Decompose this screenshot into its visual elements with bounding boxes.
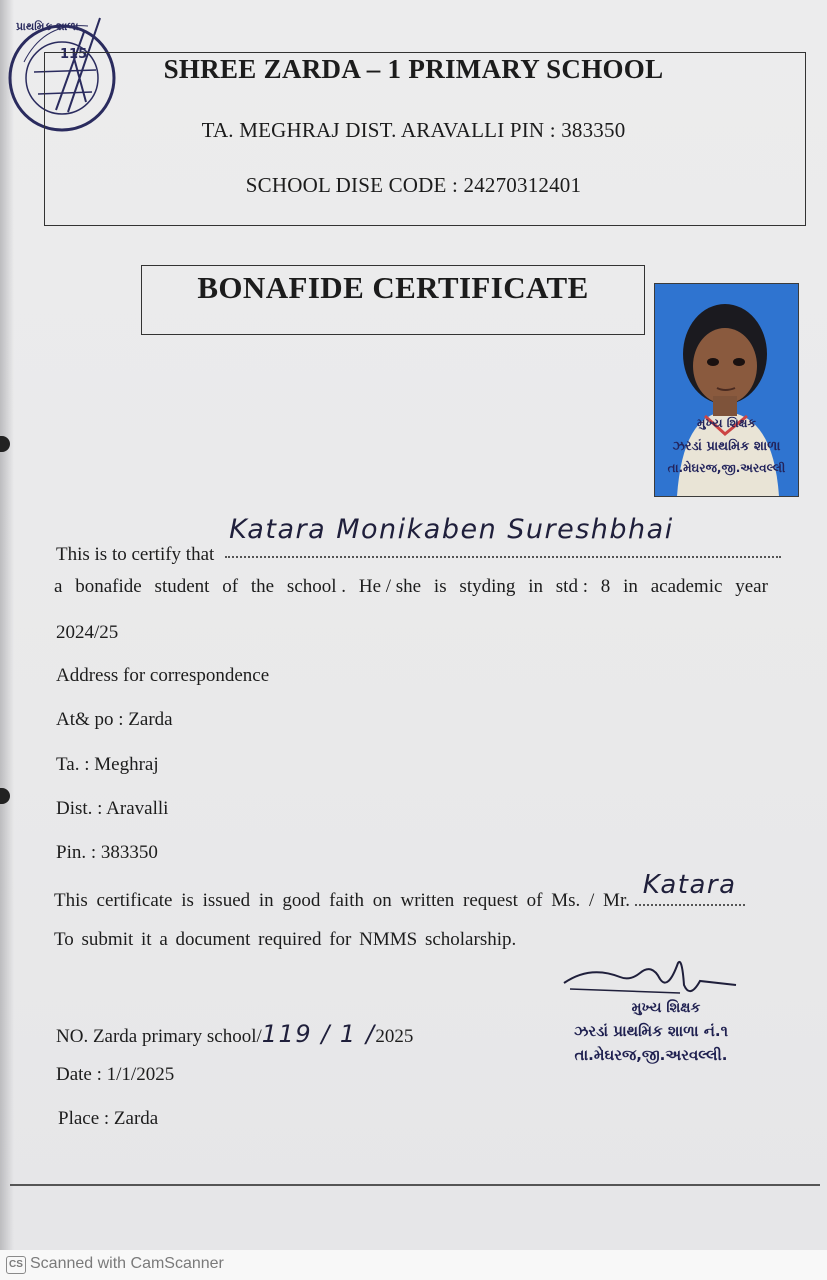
info-word: std : (555, 576, 588, 597)
scanner-watermark (0, 1250, 827, 1280)
number-prefix: NO. Zarda primary school/ (56, 1026, 262, 1047)
requester-name: Katara (642, 870, 737, 900)
issue-statement-line (54, 870, 745, 912)
info-word: 8 (600, 576, 611, 597)
info-word: student (154, 576, 210, 597)
signature-school: ઝરડાં પ્રાથમિક શાળા નં.૧ (574, 1022, 728, 1040)
photo-stamp-line: મુખ્ય શિક્ષક (697, 416, 756, 430)
signature-location: તા.મેઘરજ,જી.અરવલ્લી. (574, 1046, 728, 1064)
address-district: Dist. : Aravalli (56, 798, 169, 819)
info-word: in (528, 576, 543, 597)
issue-purpose: To submit it a document required for NMMS scholarship. (54, 929, 517, 950)
info-word: He / she (358, 576, 422, 597)
photo-stamp-line: તા.મેઘરજ,જી.અરવલ્લી (667, 461, 786, 475)
number-handwritten: 119 / 1 / (261, 1020, 376, 1048)
stamp-text: પ્રાથમિક શાળા (16, 20, 79, 33)
photo-stamp-line: ઝરડાં પ્રાથમિક શાળા (672, 439, 781, 454)
certify-line (56, 514, 781, 566)
info-word: styding (459, 576, 516, 597)
info-word: a (54, 576, 63, 597)
scanner-label: Scanned with CamScanner (30, 1255, 224, 1272)
address-pin: Pin. : 383350 (56, 842, 158, 863)
stamp-number: 115 (60, 47, 88, 62)
address-at-po: At& po : Zarda (56, 709, 173, 730)
school-dise-code: SCHOOL DISE CODE : 24270312401 (245, 173, 582, 197)
info-word: bonafide (75, 576, 142, 597)
academic-year: 2024/25 (56, 622, 119, 643)
certificate-title: BONAFIDE CERTIFICATE (197, 270, 589, 305)
headmaster-signature (560, 955, 740, 1005)
info-word: academic (650, 576, 723, 597)
school-name: SHREE ZARDA – 1 PRIMARY SCHOOL (163, 54, 664, 84)
student-info-line (54, 576, 768, 598)
info-word: is (433, 576, 447, 597)
info-word: of (222, 576, 239, 597)
issue-date: Date : 1/1/2025 (56, 1064, 175, 1085)
address-taluka: Ta. : Meghraj (56, 754, 159, 775)
student-photo (654, 283, 799, 497)
info-word: in (623, 576, 638, 597)
address-heading: Address for correspondence (56, 665, 270, 686)
issue-statement: This certificate is issued in good faith on written request of Ms. / Mr. (54, 890, 630, 911)
student-name-field (225, 514, 781, 558)
number-suffix: 2025 (375, 1026, 414, 1047)
camscanner-logo-icon: CS (6, 1256, 26, 1274)
signature-title: મુખ્ય શિક્ષક (631, 1000, 701, 1016)
signature-stamp (536, 1000, 766, 1064)
info-word: year (735, 576, 768, 597)
issue-place: Place : Zarda (58, 1108, 159, 1129)
certificate-number (56, 1020, 413, 1048)
certify-prefix: This is to certify that (56, 544, 215, 565)
bottom-rule (10, 1184, 820, 1186)
student-name: Katara Monikaben Sureshbhai (229, 514, 674, 545)
info-word: school . (286, 576, 347, 597)
school-address: TA. MEGHRAJ DIST. ARAVALLI PIN : 383350 (201, 118, 626, 142)
info-word: the (250, 576, 275, 597)
requester-field (635, 870, 745, 906)
